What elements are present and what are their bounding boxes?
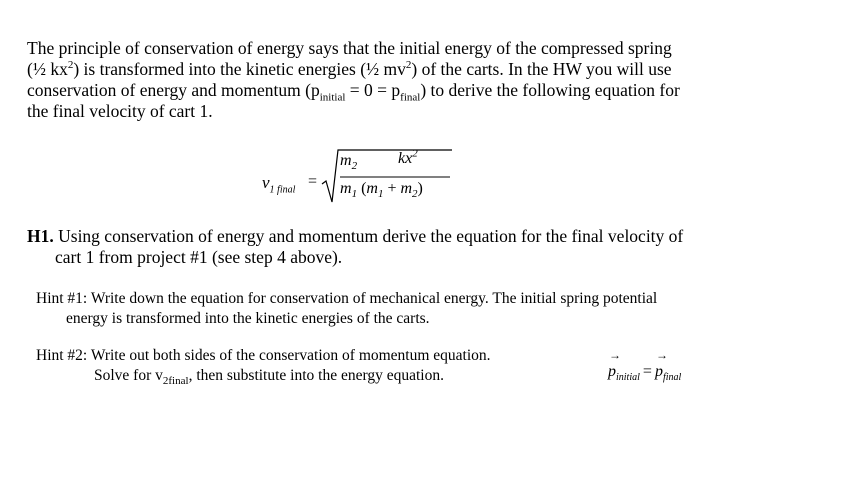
intro-line-2 [27,59,817,80]
hint1-line-2: energy is transformed into the kinetic energies of the carts. [66,310,430,327]
vector-arrow-icon: → [655,348,668,362]
superscript: 2 [67,59,74,72]
spring-term: kx [398,150,413,167]
mass-symbol: m [340,152,352,169]
hint2-subscript: 2final [162,375,189,388]
h1-label: H1. [27,226,54,246]
velocity-symbol: v [262,173,270,192]
homework-h1 [27,226,787,268]
equals-sign: = [308,173,318,190]
numerator-spring [398,147,418,168]
subscript: final [400,91,421,104]
vector-arrow-icon: → [609,348,621,362]
equation-lhs [262,173,296,196]
subscript: initial [319,91,346,104]
momentum-equation [608,348,682,384]
h1-line-1 [27,226,787,247]
plus-sign: + [383,180,401,197]
hint2-line-2 [36,366,491,386]
intro-paragraph [27,38,817,122]
mass-subscript: 2 [412,188,418,201]
hint2-line-1: Hint #2: Write out both sides of the conservation of momentum equation. [36,347,491,364]
momentum-final [654,348,668,381]
hint2-text: Solve for v [94,367,163,384]
close-paren: ) [417,180,423,197]
intro-text: ) is transformed into the kinetic energies (½ mv [73,59,406,79]
momentum-subscript: final [662,372,682,384]
numerator-mass [340,152,358,173]
mass-symbol: m [340,180,352,197]
mass-subscript: 1 [351,188,358,201]
mass-symbol: m [400,180,413,197]
equals-sign: = [642,363,652,380]
mass-subscript: 2 [351,160,358,173]
momentum-subscript: initial [616,372,640,384]
momentum-symbol: p [654,363,663,380]
intro-text: (½ kx [27,59,68,79]
denominator [340,180,423,201]
h1-text: Using conservation of energy and momentum derive the equation for the final velocity of [53,226,684,246]
intro-text: ) to derive the following equation for [420,80,680,100]
final-velocity-equation [262,146,462,208]
mass-subscript: 1 [377,188,384,201]
intro-line-1: The principle of conservation of energy says that the initial energy of the compressed spring [27,38,672,58]
hint2-text: , then substitute into the energy equation. [188,367,444,384]
intro-text: = 0 = p [345,80,401,100]
mass-symbol: m [366,180,378,197]
superscript: 2 [405,59,412,72]
intro-line-4: the final velocity of cart 1. [27,101,213,121]
hint1-line-1: Hint #1: Write down the equation for conservation of mechanical energy. The initial spring potential [36,290,658,307]
open-paren: ( [357,180,367,197]
h1-line-2: cart 1 from project #1 (see step 4 above). [55,247,343,267]
intro-text: conservation of energy and momentum (p [27,80,320,100]
intro-line-3 [27,80,817,104]
spring-exponent: 2 [412,147,418,160]
hint-1 [36,289,657,329]
velocity-subscript: 1 final [269,184,296,196]
hint-2 [36,346,491,386]
momentum-symbol: p [608,363,616,380]
intro-text: ) of the carts. In the HW you will use [411,59,672,79]
momentum-initial [608,348,621,381]
